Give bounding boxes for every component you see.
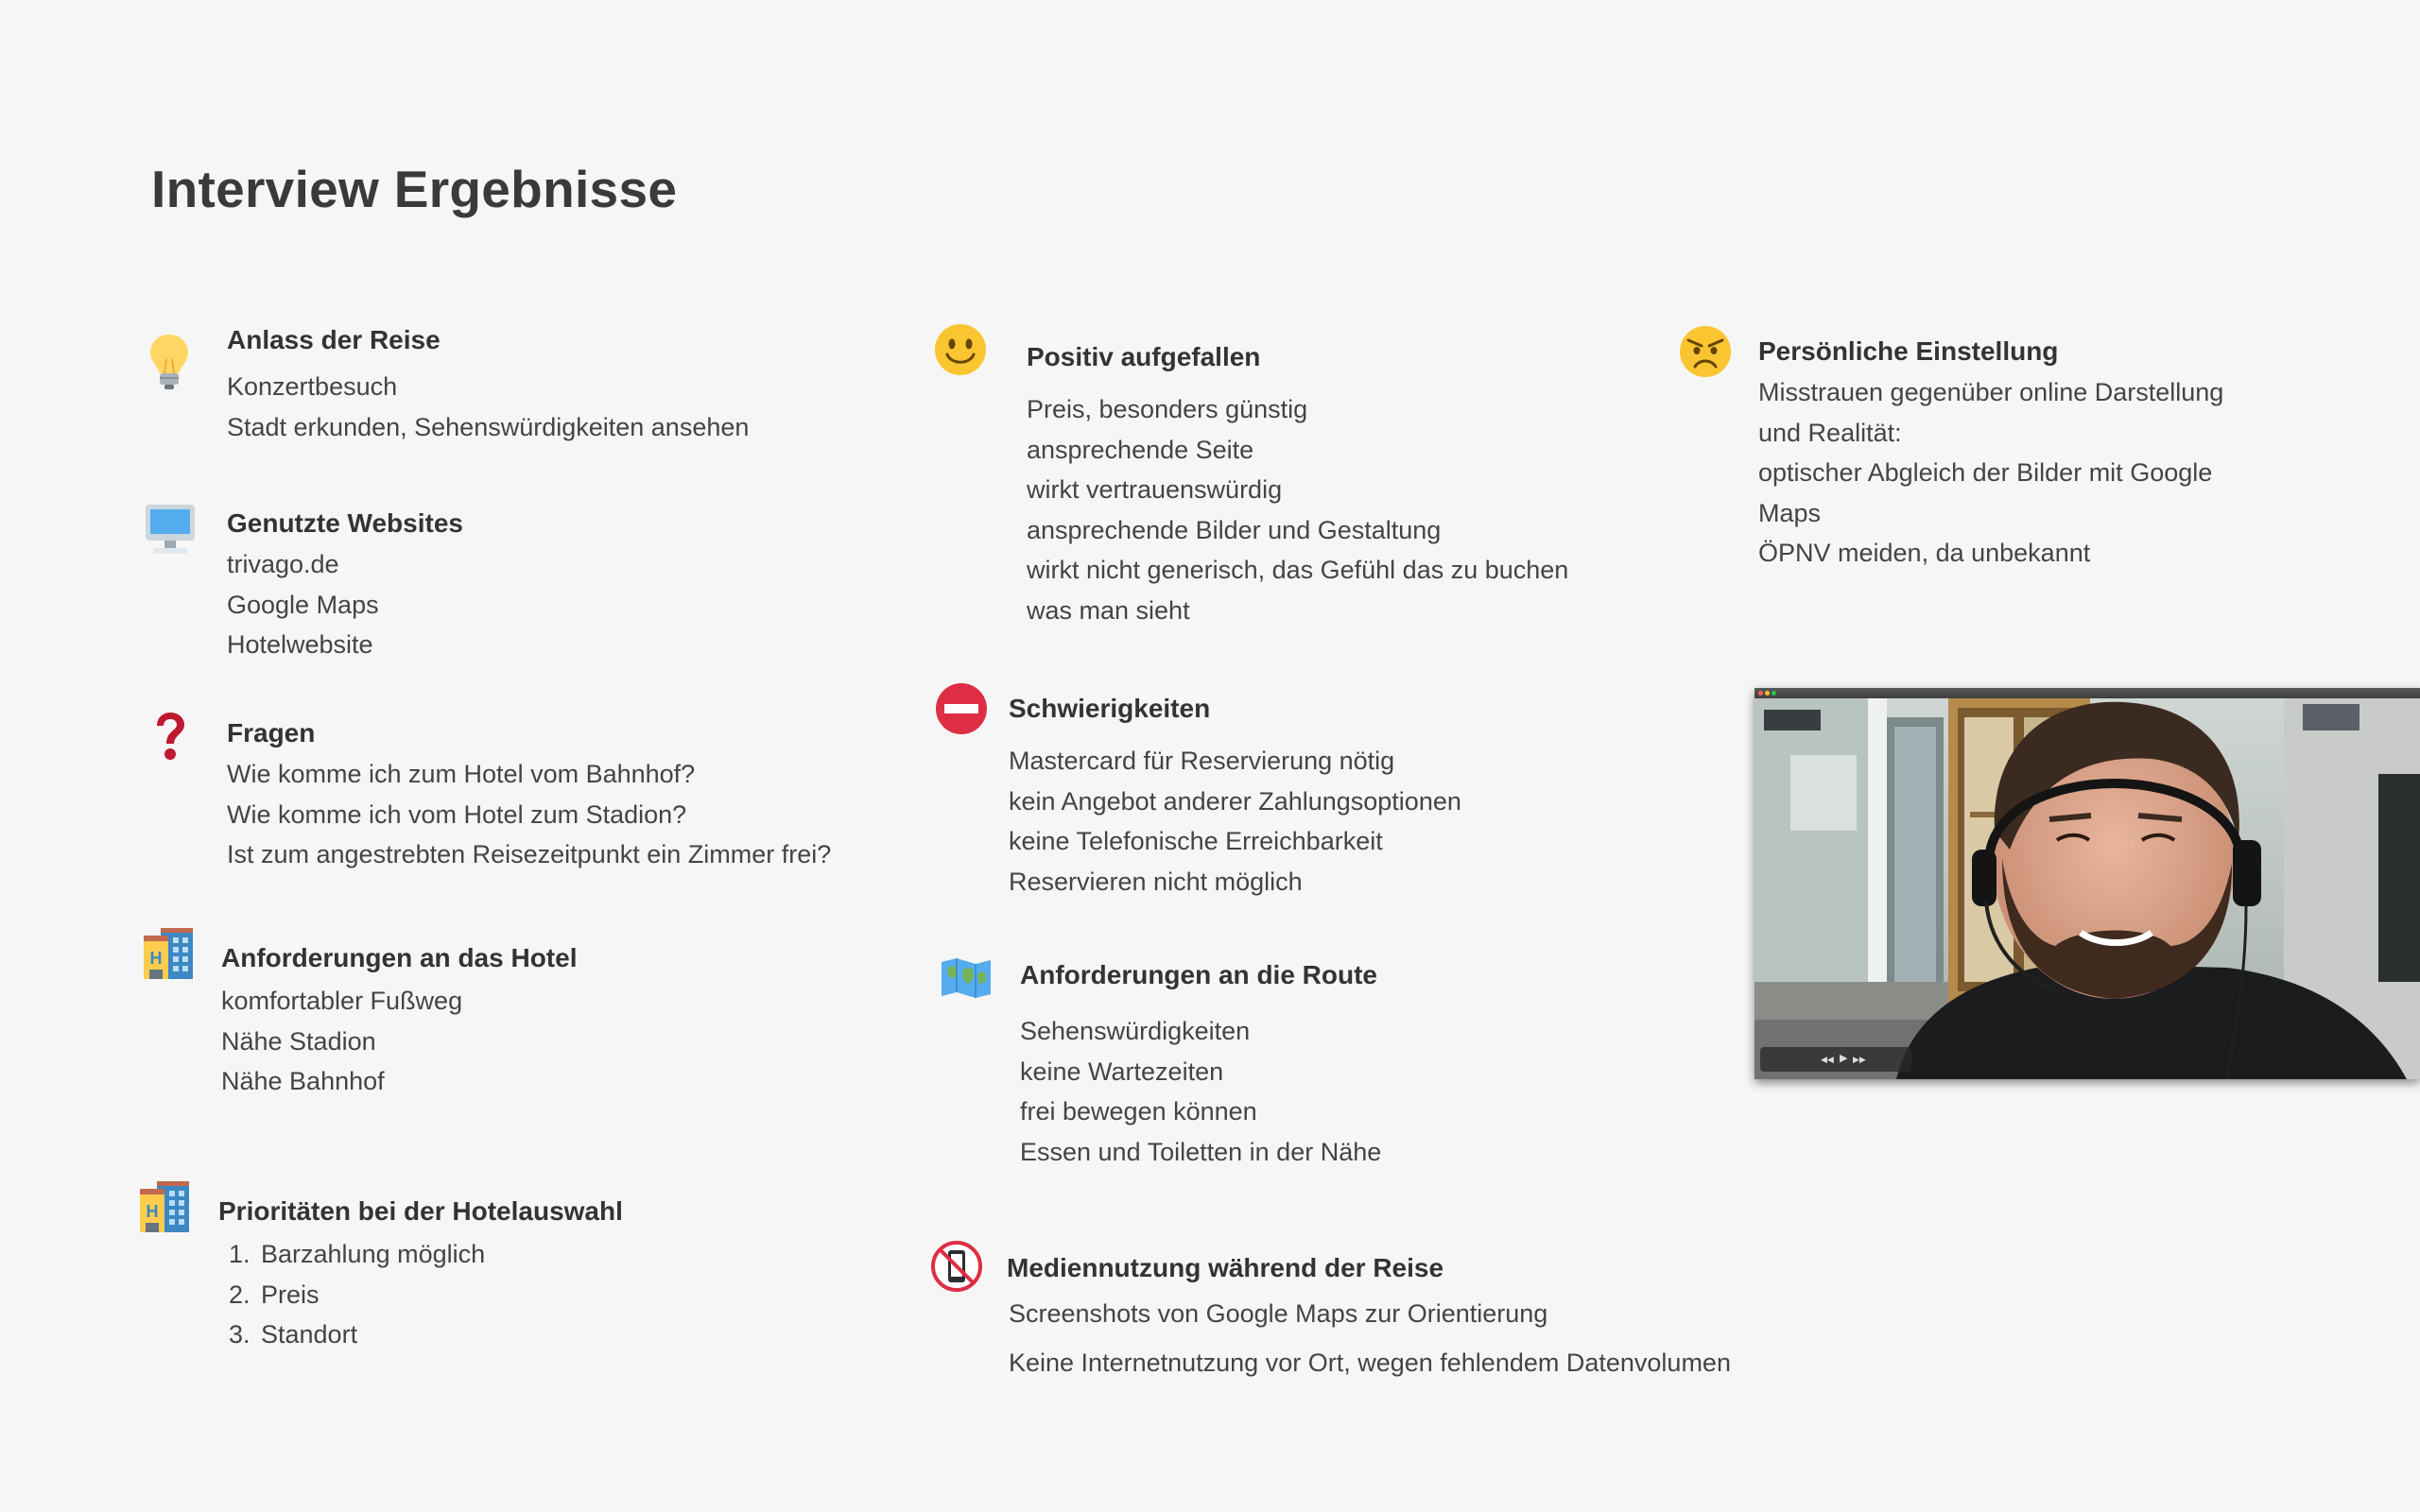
section-positiv-aufgefallen: [934, 323, 1690, 635]
section-heading: Positiv aufgefallen: [1027, 342, 1261, 371]
list-item: Screenshots von Google Maps zur Orientierung: [1009, 1299, 1548, 1328]
list-item: komfortabler Fußweg: [221, 987, 463, 1015]
list-item: keine Wartezeiten: [1020, 1057, 1224, 1086]
section-prioritaeten-hotelauswahl: [138, 1181, 800, 1370]
list-item: Ist zum angestrebten Reisezeitpunkt ein Zimmer frei?: [227, 840, 832, 869]
no-entry-icon: [935, 682, 988, 740]
player-controls[interactable]: [1760, 1047, 1911, 1072]
section-heading: Genutzte Websites: [227, 508, 463, 538]
list-item: Stadt erkunden, Sehenswürdigkeiten ansehen: [227, 412, 750, 441]
list-number: 1.: [229, 1240, 251, 1268]
list-number: 2.: [229, 1280, 251, 1309]
section-lines: [227, 544, 379, 665]
list-item: ansprechende Seite: [1027, 435, 1254, 464]
list-item: Hotelwebsite: [227, 630, 373, 660]
list-item: wirkt vertrauenswürdig: [1027, 475, 1283, 505]
no-mobile-phones-icon: [930, 1240, 983, 1297]
list-item: [229, 1234, 485, 1275]
section-anforderungen-hotel: [140, 926, 802, 1115]
play-icon[interactable]: ▶: [1840, 1053, 1848, 1064]
list-item: optischer Abgleich der Bilder mit Google: [1758, 458, 2213, 488]
list-item: Nähe Stadion: [221, 1026, 376, 1056]
list-item: was man sieht: [1027, 595, 1190, 625]
angry-face-icon: [1679, 325, 1732, 383]
list-item: frei bewegen können: [1020, 1097, 1257, 1126]
section-lines: [1758, 372, 2223, 574]
section-heading: Anlass der Reise: [227, 325, 441, 354]
section-heading: Anforderungen an die Route: [1020, 960, 1377, 989]
list-item: Wie komme ich zum Hotel vom Bahnhof?: [227, 760, 696, 788]
section-lines: [227, 367, 749, 447]
video-call-window[interactable]: [1754, 688, 2420, 1079]
section-anlass-der-reise: [140, 321, 802, 454]
section-lines: [1027, 389, 1568, 631]
section-mediennutzung: [930, 1240, 1781, 1391]
section-lines: [227, 754, 831, 875]
section-lines: [1020, 1011, 1381, 1172]
list-item: und Realität:: [1758, 418, 1902, 447]
list-item: Mastercard für Reservierung nötig: [1009, 747, 1395, 775]
window-titlebar[interactable]: [1754, 688, 2420, 698]
list-item: wirkt nicht generisch, das Gefühl das zu buchen: [1027, 556, 1569, 585]
page-title: Interview Ergebnisse: [151, 160, 678, 218]
list-item: Keine Internetnutzung vor Ort, wegen fehlendem Datenvolumen: [1009, 1349, 1731, 1377]
list-text: Preis: [261, 1280, 320, 1309]
list-item: Essen und Toiletten in der Nähe: [1020, 1137, 1382, 1166]
list-item: Nähe Bahnhof: [221, 1067, 385, 1096]
section-fragen: [140, 711, 877, 881]
close-window-button[interactable]: [1758, 691, 1763, 696]
svg-text:H: H: [149, 949, 163, 968]
list-item: [229, 1314, 485, 1355]
hotel-icon: [142, 928, 195, 986]
list-item: ansprechende Bilder und Gestaltung: [1027, 515, 1442, 544]
list-text: Standort: [261, 1320, 358, 1349]
list-item: Reservieren nicht möglich: [1009, 867, 1303, 896]
list-item: ÖPNV meiden, da unbekannt: [1758, 539, 2091, 568]
section-schwierigkeiten: [934, 682, 1690, 909]
svg-text:H: H: [146, 1202, 159, 1221]
list-item: kein Angebot anderer Zahlungsoptionen: [1009, 786, 1461, 816]
section-lines: [221, 981, 462, 1102]
priority-list: [229, 1234, 485, 1355]
list-item: keine Telefonische Erreichbarkeit: [1009, 827, 1383, 856]
section-heading: Prioritäten bei der Hotelauswahl: [218, 1196, 623, 1226]
section-lines: [1009, 1293, 1731, 1391]
list-item: Maps: [1758, 498, 1822, 527]
list-item: Misstrauen gegenüber online Darstellung: [1758, 378, 2224, 406]
section-heading: Persönliche Einstellung: [1758, 336, 2059, 366]
list-text: Barzahlung möglich: [261, 1240, 486, 1268]
minimize-window-button[interactable]: [1765, 691, 1770, 696]
section-heading: Fragen: [227, 718, 316, 747]
list-item: Wie komme ich vom Hotel zum Stadion?: [227, 799, 687, 829]
smiley-icon: [934, 323, 987, 381]
list-item: Sehenswürdigkeiten: [1020, 1017, 1251, 1045]
question-mark-icon: [151, 711, 189, 768]
list-item: trivago.de: [227, 550, 339, 578]
list-item: Preis, besonders günstig: [1027, 395, 1308, 423]
webcam-video: [1754, 698, 2420, 1079]
list-item: Google Maps: [227, 590, 379, 619]
section-genutzte-websites: [140, 501, 802, 671]
list-number: 3.: [229, 1320, 251, 1349]
list-item: Konzertbesuch: [227, 372, 398, 401]
zoom-window-button[interactable]: [1772, 691, 1776, 696]
fast-forward-icon[interactable]: ▶▶: [1853, 1055, 1866, 1064]
section-heading: Schwierigkeiten: [1009, 694, 1211, 723]
lightbulb-icon: [147, 333, 191, 396]
desktop-computer-icon: [144, 503, 197, 560]
hotel-icon: [138, 1181, 191, 1239]
world-map-icon: [940, 956, 993, 1005]
section-persoenliche-einstellung: [1679, 325, 2246, 580]
section-heading: Anforderungen an das Hotel: [221, 943, 578, 972]
section-lines: [1009, 741, 1461, 902]
section-anforderungen-route: [936, 954, 1692, 1191]
rewind-icon[interactable]: ◀◀: [1821, 1055, 1834, 1064]
list-item: [229, 1275, 485, 1315]
section-heading: Mediennutzung während der Reise: [1007, 1253, 1444, 1282]
